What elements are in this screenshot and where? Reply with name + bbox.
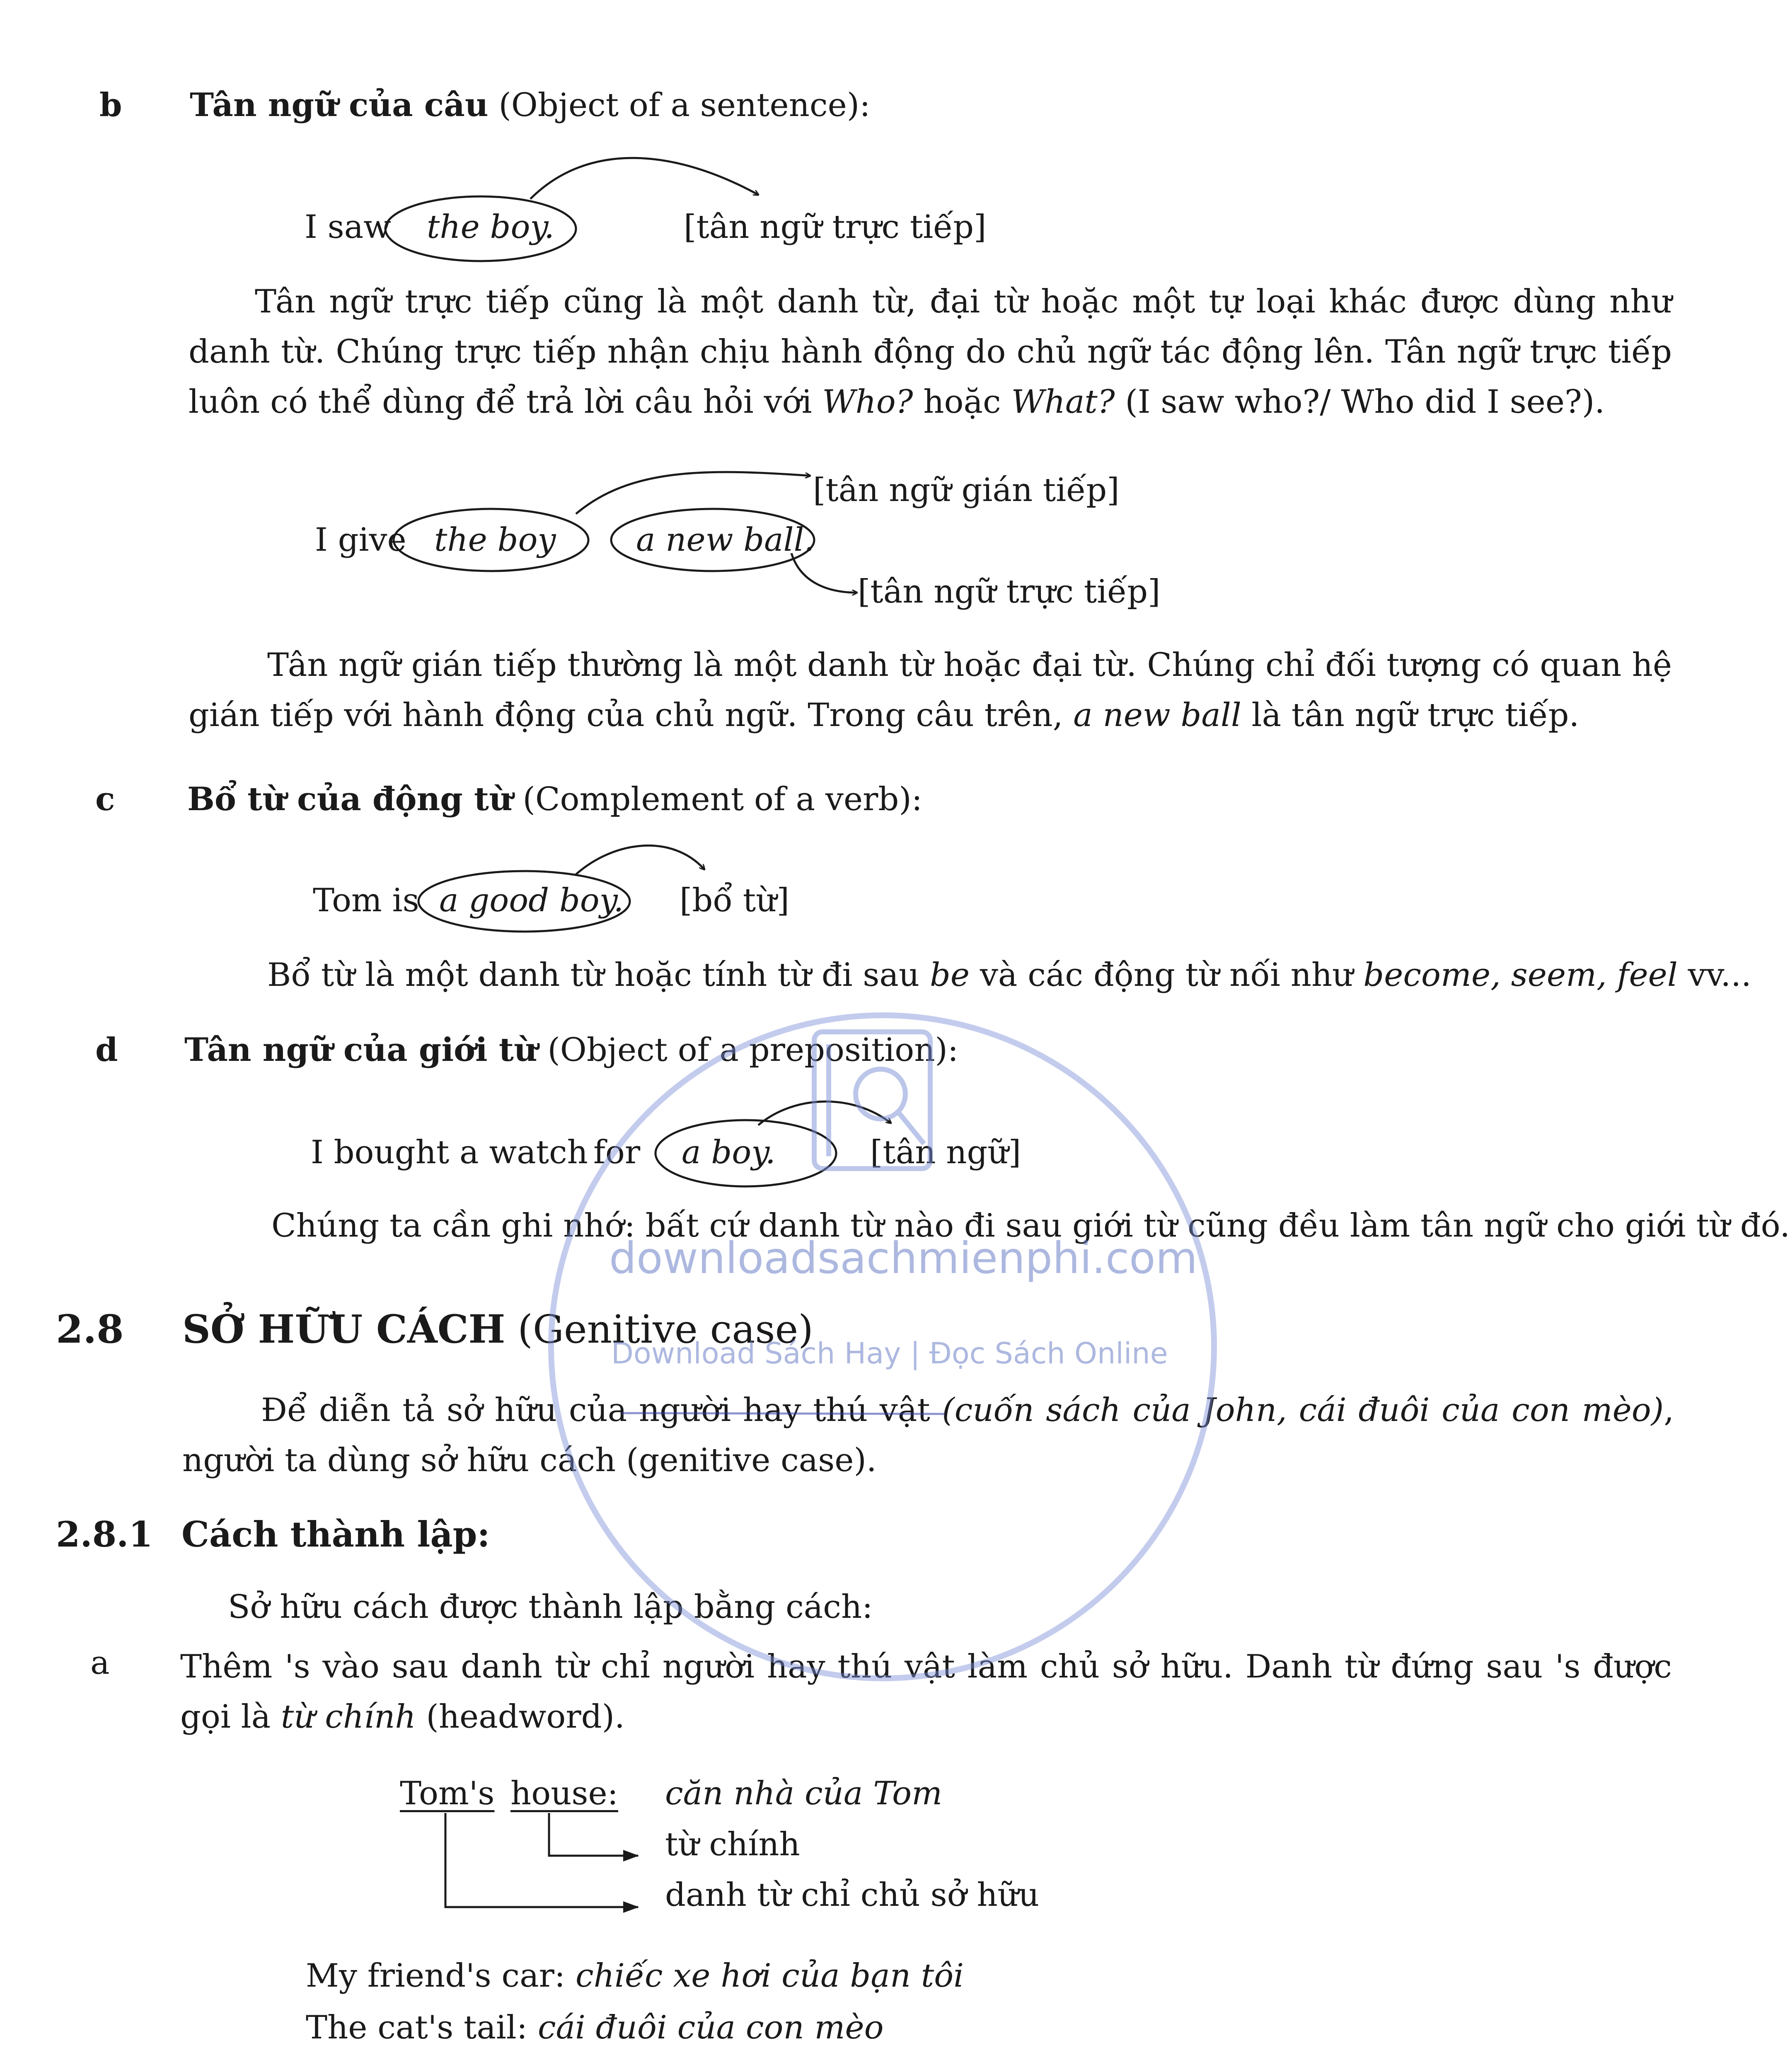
example2-tag-direct: [tân ngữ trực tiếp] bbox=[858, 573, 1161, 610]
example-circled-word: the boy. bbox=[427, 208, 554, 246]
heading-rest: (Object of a sentence): bbox=[488, 87, 871, 124]
example-cats-tail: The cat's tail: cái đuôi của con mèo bbox=[306, 2009, 884, 2046]
watermark-site: downloadsachmienphi.com bbox=[609, 1233, 1197, 1283]
watermark-logo-icon bbox=[814, 1032, 930, 1169]
example2-lead: I give bbox=[315, 521, 406, 559]
paragraph-complement: Bổ từ là một danh từ hoặc tính từ đi sau be và các động từ nối như become, seem, feel vv... bbox=[267, 956, 1751, 994]
section-number-2-8-1: 2.8.1 bbox=[56, 1514, 153, 1555]
section-number-2-8: 2.8 bbox=[56, 1307, 124, 1352]
example-d-circled: a boy. bbox=[682, 1134, 776, 1171]
example2-circled-1: the boy bbox=[434, 521, 556, 559]
section-title-genitive: SỞ HỮU CÁCH (Genitive case) bbox=[182, 1307, 813, 1352]
example-c-tag: [bổ từ] bbox=[680, 882, 789, 919]
paragraph-preposition: Chúng ta cần ghi nhớ: bất cứ danh từ nào đi sau giới từ cũng đều làm tân ngữ cho giới từ đó. bbox=[271, 1207, 1790, 1244]
example-d-lead: I bought a watch bbox=[311, 1134, 588, 1171]
diagram-word-possessor: Tom's bbox=[400, 1775, 495, 1812]
example2-tag-indirect: [tân ngữ gián tiếp] bbox=[813, 472, 1120, 509]
item-marker-d: d bbox=[95, 1031, 118, 1069]
paragraph-genitive-intro: Để diễn tả sở hữu của người hay thú vật (cuốn sách của John, cái đuôi của con mèo), người ta dùng sở hữu cách (genitive case). bbox=[182, 1392, 1674, 1479]
paragraph-indirect-object: Tân ngữ gián tiếp thường là một danh từ hoặc đại từ. Chúng chỉ đối tượng có quan hệ gián tiếp với hành động của chủ ngữ. Trong câu trên, a new ball là tân ngữ trực tiếp. bbox=[189, 646, 1672, 734]
watermark-tagline: Download Sách Hay | Đọc Sách Online bbox=[611, 1336, 1168, 1370]
heading-object-of-preposition: Tân ngữ của giới từ (Object of a preposition): bbox=[184, 1031, 959, 1069]
example-c-circled: a good boy. bbox=[439, 882, 624, 919]
diagram-gloss: căn nhà của Tom bbox=[665, 1775, 943, 1812]
item-marker-a: a bbox=[90, 1644, 110, 1682]
section-title-formation: Cách thành lập: bbox=[181, 1514, 490, 1555]
item-marker-b: b bbox=[99, 86, 122, 124]
example-d-preposition: for bbox=[593, 1134, 641, 1171]
example2-circled-2: a new ball. bbox=[636, 521, 815, 559]
diagram-word-headword: house: bbox=[510, 1775, 618, 1812]
example-d-tag: [tân ngữ] bbox=[870, 1134, 1021, 1171]
formation-intro: Sở hữu cách được thành lập bằng cách: bbox=[228, 1588, 873, 1626]
diagram-label-headword: từ chính bbox=[665, 1826, 800, 1863]
example-c-lead: Tom is bbox=[313, 882, 419, 919]
heading-complement-of-verb: Bổ từ của động từ (Complement of a verb): bbox=[187, 780, 923, 818]
paragraph-direct-object: Tân ngữ trực tiếp cũng là một danh từ, đại từ hoặc một tự loại khác được dùng như danh từ. Chúng trực tiếp nhận chịu hành động do chủ ngữ tác động lên. Tân ngữ trực tiếp luôn có thể dùng để trả lời câu hỏi với Who? hoặc What? (I saw who?/ Who did I see?). bbox=[189, 283, 1672, 421]
example-lead: I saw bbox=[305, 208, 391, 246]
heading-bold: Tân ngữ của câu bbox=[190, 86, 489, 124]
paragraph-formation-a: Thêm 's vào sau danh từ chỉ người hay thú vật làm chủ sở hữu. Danh từ đứng sau 's được gọi là từ chính (headword). bbox=[180, 1648, 1672, 1736]
example-my-friends-car: My friend's car: chiếc xe hơi của bạn tôi bbox=[306, 1957, 964, 1995]
example-tag-direct-object: [tân ngữ trực tiếp] bbox=[684, 208, 987, 246]
diagram-label-possessor: danh từ chỉ chủ sở hữu bbox=[665, 1876, 1040, 1914]
item-marker-c: c bbox=[95, 780, 115, 818]
